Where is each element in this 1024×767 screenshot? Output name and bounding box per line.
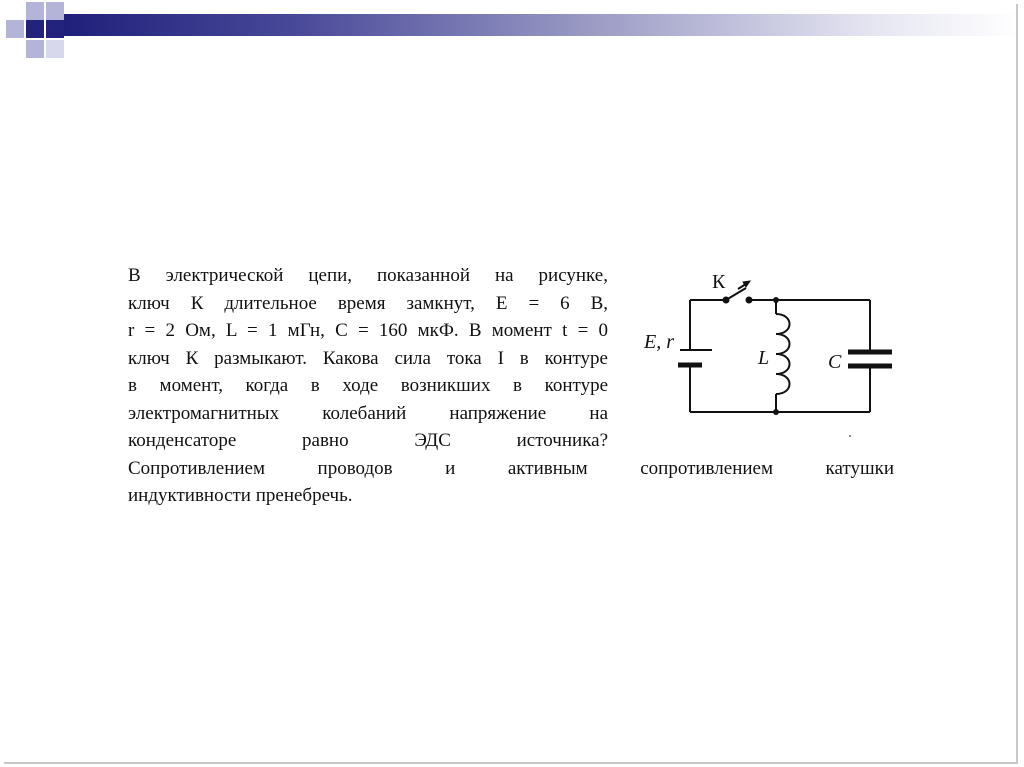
deco-square — [26, 20, 44, 38]
switch-key — [724, 281, 752, 303]
problem-line: r = 2 Ом, L = 1 мГн, C = 160 мкФ. В момент t = 0 — [128, 320, 608, 341]
label-key: К — [712, 271, 726, 293]
deco-square — [6, 20, 24, 38]
problem-line: ключ К размыкают. Какова сила тока I в контуре — [128, 347, 608, 369]
problem-line: Сопротивлением проводов и активным сопротивлением катушки — [128, 457, 894, 479]
inductor-coil — [776, 314, 790, 394]
deco-square — [46, 2, 64, 20]
header-gradient-bar — [60, 14, 1020, 36]
capacitor — [848, 352, 892, 366]
deco-square — [26, 40, 44, 58]
label-capacitor: C — [828, 351, 842, 373]
junction-dot — [773, 297, 779, 303]
label-inductor: L — [758, 347, 770, 369]
problem-line: ключ К длительное время замкнут, E = 6 В, — [128, 292, 608, 314]
battery-source — [678, 350, 712, 365]
problem-line: В электрической цепи, показанной на рисунке, — [128, 265, 608, 286]
stray-dot — [849, 435, 851, 437]
problem-line: электромагнитных колебаний напряжение на — [128, 402, 608, 424]
circuit-diagram — [636, 262, 906, 452]
label-source: E, r — [644, 331, 674, 353]
deco-square — [46, 20, 64, 38]
problem-line: индуктивности пренебречь. — [128, 485, 353, 506]
deco-square — [46, 40, 64, 58]
problem-line: в момент, когда в ходе возникших в контуре — [128, 375, 608, 396]
problem-line: конденсаторе равно ЭДС источника? — [128, 430, 608, 451]
junction-dot — [773, 409, 779, 415]
deco-square — [26, 2, 44, 20]
